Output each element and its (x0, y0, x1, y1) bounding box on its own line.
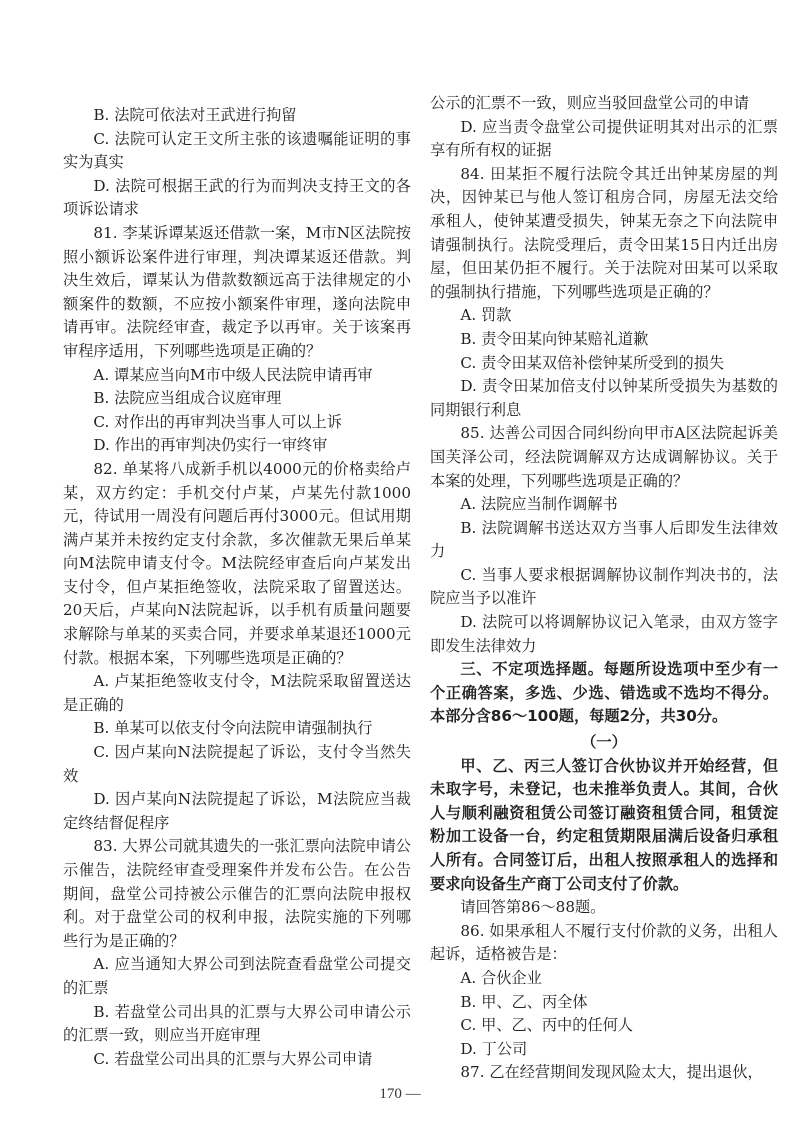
answer-option: A. 法院应当制作调解书 (460, 495, 618, 514)
answer-option: C. 若盘堂公司出具的汇票与大界公司申请 (93, 1049, 373, 1068)
answer-option: B. 甲、乙、丙全体 (460, 992, 588, 1011)
answer-option: D. 责令田某加倍支付以钟某所受损失为基数的同期银行利息 (430, 377, 778, 419)
answer-option: C. 甲、乙、丙中的任何人 (460, 1016, 633, 1035)
question-text: 87. 乙在经营期间发现风险太大，提出退伙， (460, 1063, 763, 1082)
answer-option: A. 谭某应当向M市中级人民法院申请再审 (93, 365, 373, 384)
answer-option: D. 因卢某向N法院提起了诉讼，M法院应当裁定终结督促程序 (63, 790, 411, 832)
answer-option: B. 若盘堂公司出具的汇票与大界公司申请公示的汇票一致，则应当开庭审理 (63, 1002, 411, 1045)
question-text: 82. 单某将八成新手机以4000元的价格卖给卢某，双方约定：手机交付卢某，卢某先付款1000元，待试用一周没有问题后再付3000元。但试用期满卢某并未按约定支付余款，多次催款无果后单某向M法院申请支付令。M法院经审查后向卢某发出支付令，但卢某拒绝签收，法院采取了留置送达。20天后，卢某向N法院起诉，以手机有质量问题要求解除与单某的买卖合同，并要求单某退还1000元付款。根据本案，下列哪些选项是正确的？ (63, 459, 411, 667)
case-description: 甲、乙、丙三人签订合伙协议并开始经营，但未取字号，未登记，也未推举负责人。其间，合伙人与顺利融资租赁公司签订融资租赁合同，租赁淀粉加工设备一台，约定租赁期限届满后设备归承租人所有。合同签订后，出租人按照承租人的选择和要求向设备生产商丁公司支付了价款。 (430, 756, 778, 893)
subsection-heading: （一） (581, 733, 627, 752)
answer-option: A. 合伙企业 (460, 968, 542, 987)
answer-option: D. 法院可根据王武的行为而判决支持王文的各项诉讼请求 (63, 176, 411, 219)
continued-text: 公示的汇票不一致，则应当驳回盘堂公司的申请 (430, 94, 749, 112)
answer-option: B. 法院调解书送达双方当事人后即发生法律效力 (430, 518, 778, 561)
answer-option: A. 罚款 (460, 306, 512, 325)
answer-option: C. 法院可认定王文所主张的该遗嘱能证明的事实为真实 (63, 129, 411, 172)
answer-option: C. 因卢某向N法院提起了诉讼，支付令当然失效 (63, 743, 411, 785)
answer-option: D. 法院可以将调解协议记入笔录，由双方签字即发生法律效力 (430, 613, 778, 655)
question-text: 85. 达善公司因合同纠纷向甲市A区法院起诉美国芙泽公司，经法院调解双方达成调解协议。关于本案的处理，下列哪些选项是正确的？ (430, 424, 778, 490)
answer-option: D. 应当责令盘堂公司提供证明其对出示的汇票享有所有权的证据 (430, 117, 778, 160)
answer-option: B. 责令田某向钟某赔礼道歉 (460, 329, 649, 348)
answer-option: D. 作出的再审判决仍实行一审终审 (93, 436, 328, 455)
answer-option: A. 应当通知大界公司到法院查看盘堂公司提交的汇票 (63, 955, 411, 997)
right-column (430, 92, 778, 1085)
question-text: 86. 如果承租人不履行支付价款的义务，出租人起诉，适格被告是： (430, 921, 778, 964)
answer-option: C. 责令田某双倍补偿钟某所受到的损失 (460, 353, 725, 372)
question-text: 83. 大界公司就其遗失的一张汇票向法院申请公示催告，法院经审查受理案件并发布公告。在公告期间，盘堂公司持被公示催告的汇票向法院申报权利。对于盘堂公司的权利申报，法院实施的下列哪些行为是正确的？ (63, 837, 411, 950)
section-heading: 三、不定项选择题。每题所设选项中至少有一个正确答案，多选、少选、错选或不选均不得分。本部分含86～100题，每题2分，共30分。 (430, 660, 778, 726)
page-number: 170 — (379, 1086, 421, 1102)
answer-option: B. 法院可依法对王武进行拘留 (93, 106, 297, 124)
answer-option: C. 对作出的再审判决当事人可以上诉 (93, 412, 342, 431)
answer-option: A. 卢某拒绝签收支付令，M法院采取留置送达是正确的 (63, 672, 411, 714)
left-column (63, 104, 411, 1071)
question-text: 请回答第86～88题。 (460, 898, 606, 917)
answer-option: D. 丁公司 (460, 1039, 528, 1058)
answer-option: B. 单某可以依支付令向法院申请强制执行 (93, 719, 373, 738)
question-text: 81. 李某诉谭某返还借款一案，M市N区法院按照小额诉讼案件进行审理，判决谭某返还借款。判决生效后，谭某认为借款数额远高于法律规定的小额案件的数额，不应按小额案件审理，遂向法院申请再审。法院经审查，裁定予以再审。关于该案再审程序适用，下列哪些选项是正确的？ (63, 223, 411, 360)
answer-option: B. 法院应当组成合议庭审理 (93, 389, 282, 408)
answer-option: C. 当事人要求根据调解协议制作判决书的，法院应当予以准许 (430, 565, 778, 608)
question-text: 84. 田某拒不履行法院令其迁出钟某房屋的判决，因钟某已与他人签订租房合同，房屋无法交给承租人，使钟某遭受损失，钟某无奈之下向法院申请强制执行。法院受理后，责令田某15日内迁出房屋，但田某仍拒不履行。关于法院对田某可以采取的强制执行措施，下列哪些选项是正确的？ (430, 164, 778, 301)
